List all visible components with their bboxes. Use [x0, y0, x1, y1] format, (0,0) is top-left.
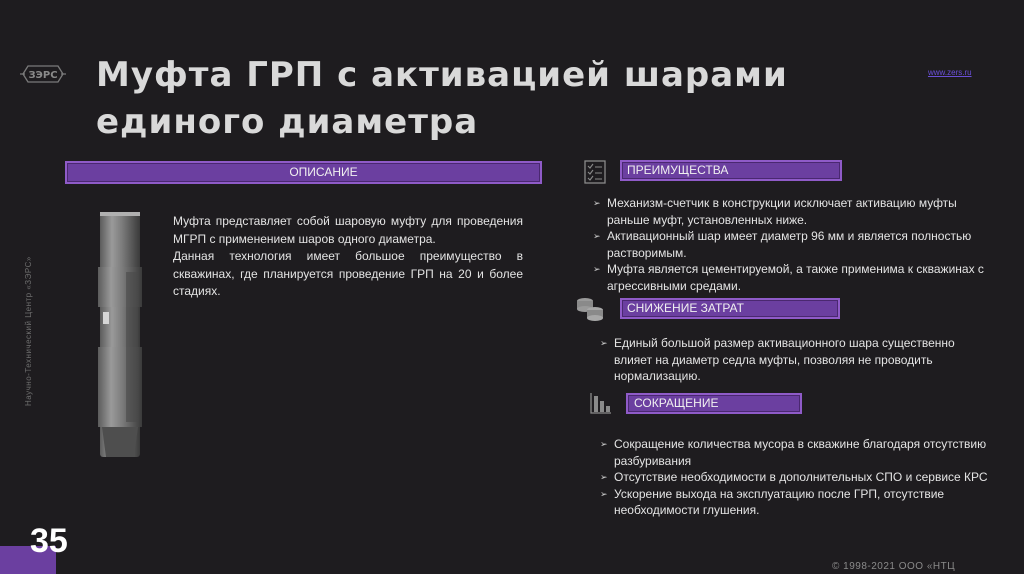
checklist-icon [584, 160, 606, 184]
product-image [94, 212, 154, 462]
cost-reduction-label: СНИЖЕНИЕ ЗАТРАТ [627, 301, 744, 315]
description-paragraph: Данная технология имеет большое преимущество в скважинах, где планируется проведение ГРП на 20 и более стадиях. [173, 249, 523, 298]
advantages-header [620, 160, 842, 181]
reduction-list [600, 436, 990, 519]
list-item: ➢ Ускорение выхода на эксплуатацию после ГРП, отсутствие необходимости глушения. [600, 486, 990, 519]
advantages-label: ПРЕИМУЩЕСТВА [627, 163, 729, 177]
description-header [65, 161, 542, 184]
list-item: ➢ Отсутствие необходимости в дополнительных СПО и сервисе КРС [600, 469, 990, 486]
description-text [173, 213, 523, 301]
page-title: Муфта ГРП с активацией шарами единого диаметра [96, 55, 788, 142]
coins-icon [576, 296, 604, 322]
reduction-label: СОКРАЩЕНИЕ [634, 396, 719, 410]
list-item: ➢ Сокращение количества мусора в скважине благодаря отсутствию разбуривания [600, 436, 990, 469]
page-number: 35 [30, 522, 68, 560]
list-item: ➢ Муфта является цементируемой, а также применима к скважинах с агрессивными средами. [593, 261, 993, 294]
vertical-company-name: Научно-Технический Центр «ЗЭРС» [24, 256, 33, 406]
reduction-header [626, 393, 802, 414]
description-paragraph: Муфта представляет собой шаровую муфту для проведения МГРП с применением шаров одного диаметра. [173, 214, 523, 246]
company-logo [20, 60, 66, 88]
cost-reduction-header [620, 298, 840, 319]
description-label: ОПИСАНИЕ [289, 165, 358, 179]
list-item: ➢ Единый большой размер активационного шара существенно влияет на диаметр седла муфты, позволяя не проводить нормализацию. [600, 335, 990, 385]
bar-chart-icon [590, 392, 612, 414]
website-link[interactable]: www.zers.ru [928, 68, 972, 77]
cost-reduction-list [600, 335, 990, 385]
logo-text: ЗЭРС [28, 70, 58, 81]
copyright: © 1998-2021 ООО «НТЦ [832, 561, 956, 572]
list-item: ➢ Активационный шар имеет диаметр 96 мм и является полностью растворимым. [593, 228, 993, 261]
list-item: ➢ Механизм-счетчик в конструкции исключает активацию муфты раньше муфт, установленных ниже. [593, 195, 993, 228]
advantages-list [593, 195, 993, 294]
